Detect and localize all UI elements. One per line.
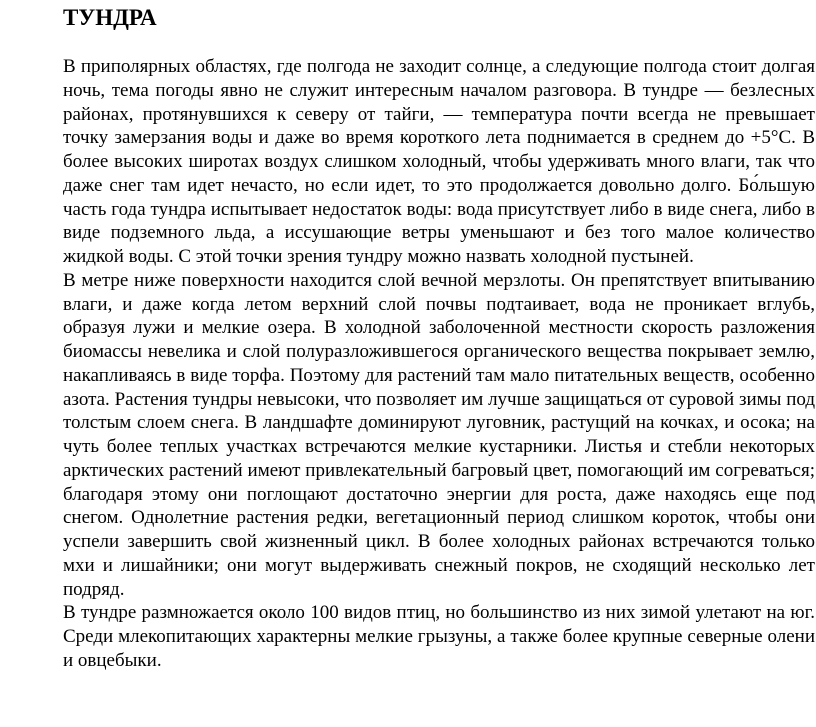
document-title: ТУНДРА xyxy=(63,5,157,30)
paragraph-fauna: В тундре размножается около 100 видов птиц, но большинство из них зимой улетают на юг. Среди млекопитающих характерны мелкие грызуны, а также более крупные северные олени и овцебыки. xyxy=(63,602,815,671)
document-page xyxy=(63,0,815,673)
paragraph-climate: В приполярных областях, где полгода не заходит солнце, а следующие полгода стоит долгая ночь, тема погоды явно не служит интересным началом разговора. В тундре — безлесных районах, протянувшихся к северу от тайги, — температура почти всегда не превышает точку замерзания воды и даже во время короткого лета поднимается в среднем до +5°С. В более высоких широтах воздух слишком холодный, чтобы удерживать много влаги, так что даже снег там идет нечасто, но если идет, то это продолжается довольно долго. Бо́льшую часть года тундра испытывает недостаток воды: вода присутствует либо в виде снега, либо в виде подземного льда, а иссушающие ветры уменьшают и без того малое количество жидкой воды. С этой точки зрения тундру можно назвать холодной пустыней. xyxy=(63,56,815,267)
paragraph-permafrost-vegetation: В метре ниже поверхности находится слой вечной мерзлоты. Он препятствует впитыванию влаги, и даже когда летом верхний слой почвы подтаивает, вода не проникает вглубь, образуя лужи и мелкие озера. В холодной заболоченной местности скорость разложения биомассы невелика и слой полуразложившегося органического вещества покрывает землю, накапливаясь в виде торфа. Поэтому для растений там мало питательных веществ, особенно азота. Растения тундры невысоки, что позволяет им лучше защищаться от суровой зимы под толстым слоем снега. В ландшафте доминируют луговник, растущий на кочках, и осока; на чуть более теплых участках встречаются мелкие кустарники. Листья и стебли некоторых арктических растений имеют привлекательный багровый цвет, помогающий им согреваться; благодаря этому они поглощают достаточно энергии для роста, даже находясь еще под снегом. Однолетние растения редки, вегетационный период слишком короток, чтобы они успели завершить свой жизненный цикл. В более холодных районах встречаются только мхи и лишайники; они могут выдерживать снежный покров, не сходящий несколько лет подряд. xyxy=(63,269,815,600)
